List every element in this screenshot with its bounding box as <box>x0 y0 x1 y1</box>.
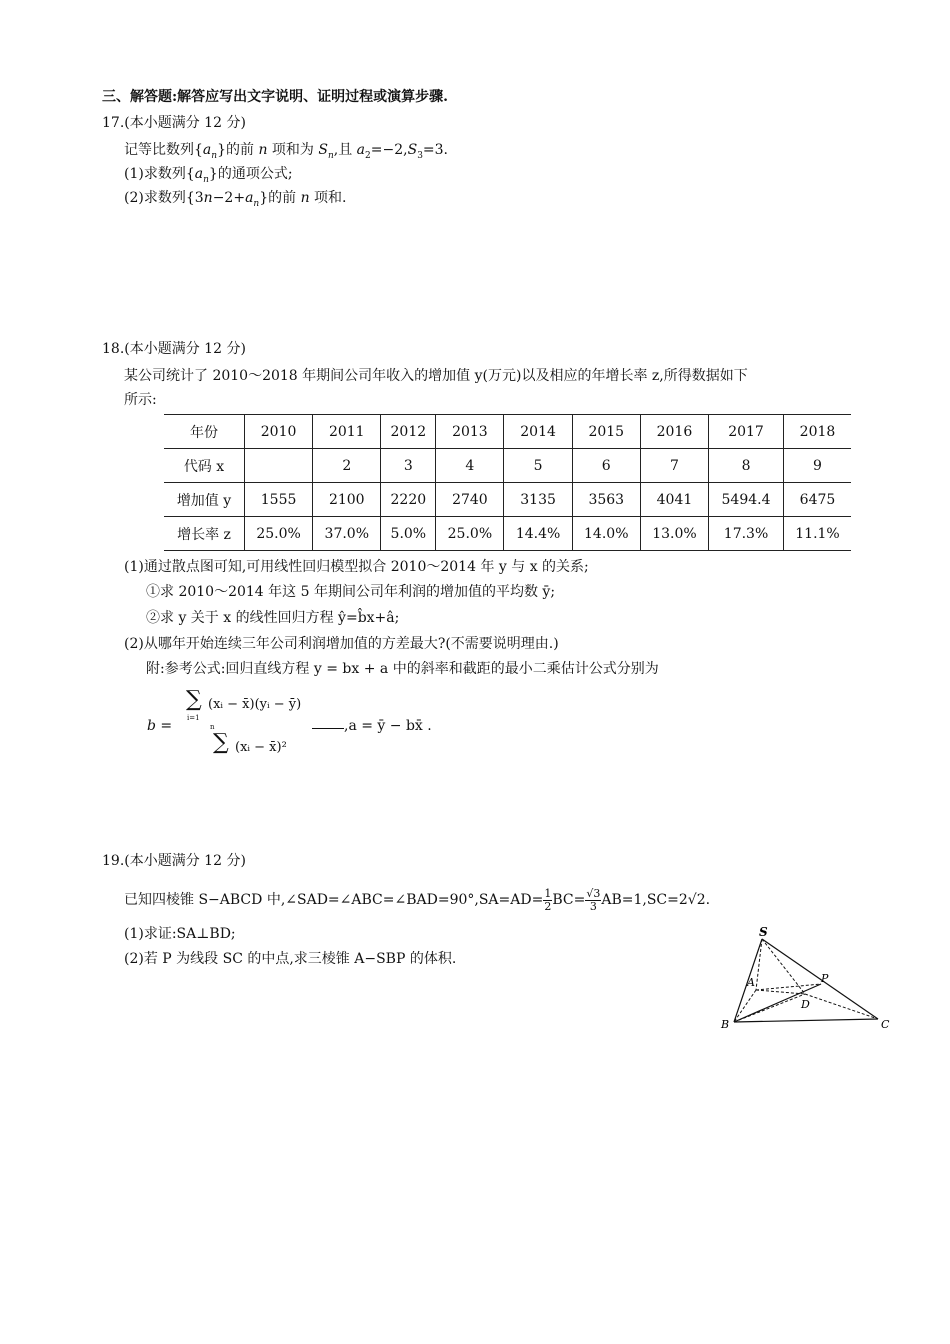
edge-DC <box>805 994 878 1019</box>
edge-SC <box>762 939 878 1019</box>
q17-part1: (1)求数列$\{a_n\}$的通项公式; <box>124 166 293 185</box>
q19-header: 19.(本小题满分 12 分) <box>102 853 246 869</box>
q17-stem: 记等比数列$\{a_n\}$的前 n 项和为 $S_n$,且 $a_2=-2,S_3=3$. <box>124 142 449 161</box>
label-A: A <box>747 976 755 989</box>
q17-part2: (2)求数列$\{3n-2+a_n\}$的前 n 项和. <box>124 190 347 209</box>
table-row-y: 增加值 y 1555 2100 2220 2740 3135 3563 4041 5494.4 6475 <box>164 483 851 517</box>
pyramid-figure <box>715 922 895 1034</box>
formula-denominator: (xᵢ − x̄)² <box>235 740 287 755</box>
q18-part1-b: ②求 y 关于 x 的线性回归方程 ŷ=b̂x+â; <box>146 610 400 626</box>
q18-stem-line1: 某公司统计了 2010～2018 年期间公司年收入的增加值 y(万元)以及相应的年增长率 z,所得数据如下 <box>124 368 748 384</box>
q18-appendix: 附:参考公式:回归直线方程 y = bx + a 中的斜率和截距的最小二乘估计公式分别为 <box>146 661 659 677</box>
q19-part2: (2)若 P 为线段 SC 的中点,求三棱锥 A−SBP 的体积. <box>124 951 457 967</box>
label-S: S <box>759 925 768 939</box>
data-table <box>164 414 851 551</box>
q18-header: 18.(本小题满分 12 分) <box>102 341 246 357</box>
sigma-sub-index: i=1 <box>187 714 200 722</box>
label-P: P <box>821 972 829 985</box>
formula-tail: ,a = ȳ − bx̄ . <box>344 718 432 734</box>
edge-AD <box>756 990 805 994</box>
fraction-root3-over-3: $\frac{√3}{3}$ <box>586 887 601 913</box>
fraction-half: $\frac{1}{2}$ <box>544 887 552 913</box>
fraction-bar <box>312 728 344 729</box>
label-B: B <box>721 1018 730 1031</box>
sigma-denominator-icon: ∑ <box>213 730 229 755</box>
q19-part1: (1)求证:SA⊥BD; <box>124 926 236 942</box>
edge-AP <box>756 984 821 990</box>
q18-part2: (2)从哪年开始连续三年公司利润增加值的方差最大?(不需要说明理由.) <box>124 636 559 652</box>
table-row-z: 增长率 z 25.0% 37.0% 5.0% 25.0% 14.4% 14.0% 13.0% 17.3% 11.1% <box>164 517 851 551</box>
row-label: 年份 <box>164 415 245 449</box>
edge-BC <box>734 1019 878 1022</box>
label-C: C <box>881 1018 890 1031</box>
formula-numerator: (xᵢ − x̄)(yᵢ − ȳ) <box>208 697 302 712</box>
q18-stem-line2: 所示: <box>124 392 157 408</box>
table-row-year: 年份 2010 2011 2012 2013 2014 2015 2016 2017 2018 <box>164 415 851 449</box>
section-title: 三、解答题:解答应写出文字说明、证明过程或演算步骤. <box>102 89 449 105</box>
row-label: 增长率 z <box>164 517 245 551</box>
label-D: D <box>801 998 810 1011</box>
table-row-code: 代码 x 2 3 4 5 6 7 8 9 <box>164 449 851 483</box>
formula-b-label: b = <box>147 718 173 734</box>
row-label: 增加值 y <box>164 483 245 517</box>
row-label: 代码 x <box>164 449 245 483</box>
edge-BD <box>734 994 805 1022</box>
sigma-numerator-icon: ∑ <box>186 687 202 712</box>
sigma-sup-n: n <box>210 723 215 731</box>
q17-header: 17.(本小题满分 12 分) <box>102 115 246 131</box>
q18-part1-a: ①求 2010～2014 年这 5 年期间公司年利润的增加值的平均数 ȳ; <box>146 584 556 600</box>
q19-stem: 已知四棱锥 S−ABCD 中,∠SAD=∠ABC=∠BAD=90°,SA=AD= $\frac{1}{2}$ BC= $\frac{√3}{3}$ AB=1,SC=2√2. <box>124 887 711 913</box>
q18-part1: (1)通过散点图可知,可用线性回归模型拟合 2010～2014 年 y 与 x 的关系; <box>124 559 589 575</box>
